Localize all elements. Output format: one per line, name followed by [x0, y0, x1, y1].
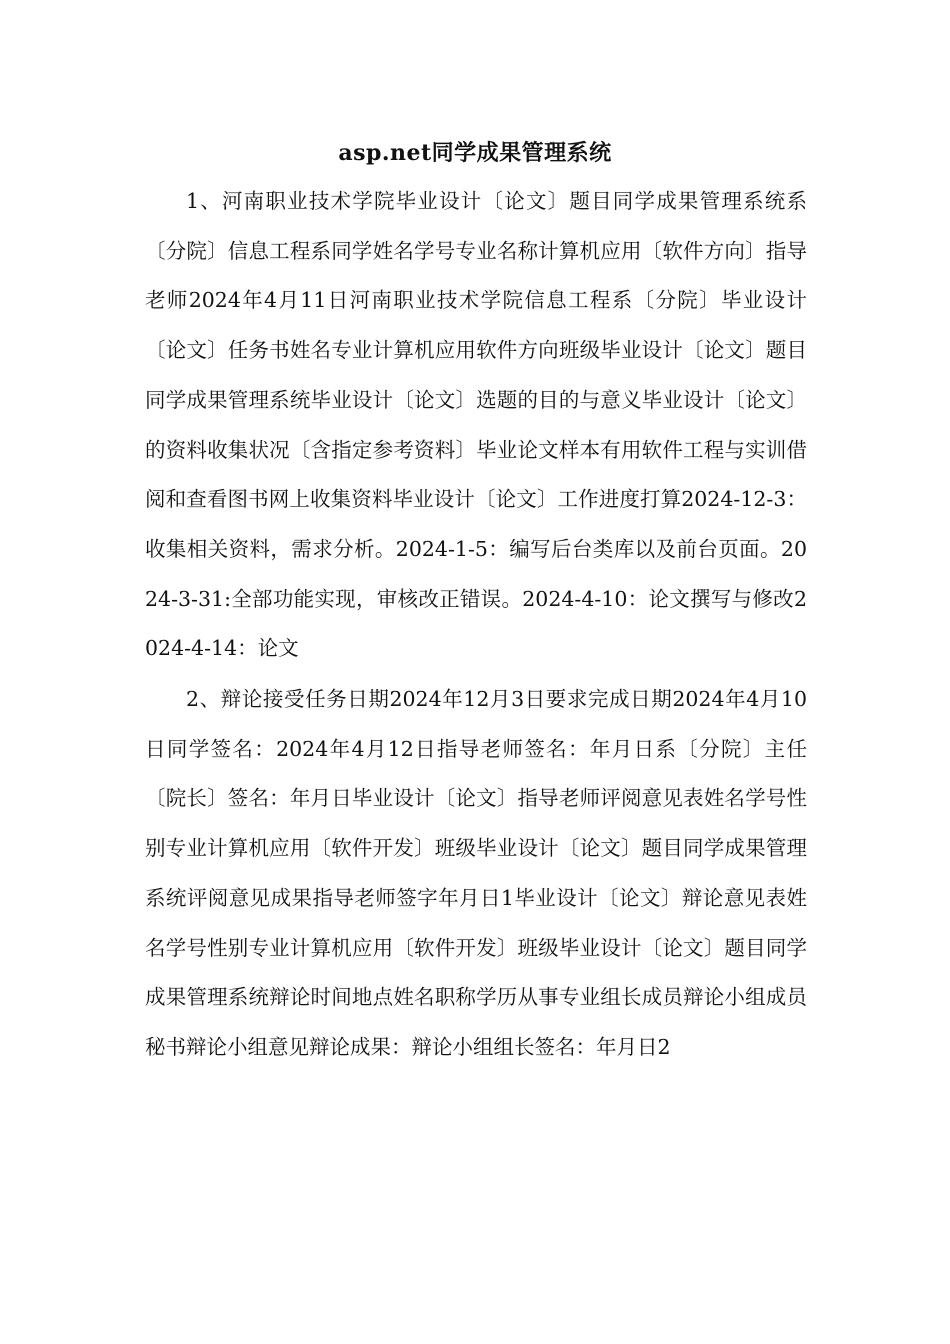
paragraph-2: 2、辩论接受任务日期2024年12月3日要求完成日期2024年4月10日同学签名：2024年4月12日指导老师签名：年月日系〔分院〕主任〔院长〕签名：年月日毕业设计〔论文〕指导老师评阅意见表姓名学号性别专业计算机应用〔软件开发〕班级毕业设计〔论文〕题目同学成果管理系统评阅意见成果指导老师签字年月日1毕业设计〔论文〕辩论意见表姓名学号性别专业计算机应用〔软件开发〕班级毕业设计〔论文〕题目同学成果管理系统辩论时间地点姓名职称学历从事专业组长成员辩论小组成员秘书辩论小组意见辩论成果：辩论小组组长签名：年月日2 [145, 687, 807, 1059]
document-title: asp.net同学成果管理系统 [338, 140, 612, 166]
paragraph-1: 1、河南职业技术学院毕业设计〔论文〕题目同学成果管理系统系〔分院〕信息工程系同学姓名学号专业名称计算机应用〔软件方向〕指导老师2024年4月11日河南职业技术学院信息工程系〔分院〕毕业设计〔论文〕任务书姓名专业计算机应用软件方向班级毕业设计〔论文〕题目同学成果管理系统毕业设计〔论文〕选题的目的与意义毕业设计〔论文〕的资料收集状况〔含指定参考资料〕毕业论文样本有用软件工程与实训借阅和查看图书网上收集资料毕业设计〔论文〕工作进度打算2024-12-3：收集相关资料，需求分析。2024-1-5：编写后台类库以及前台页面。2024-3-31:全部功能实现，审核改正错误。2024-4-10：论文撰写与修改2024-4-14：论文 [145, 189, 807, 661]
